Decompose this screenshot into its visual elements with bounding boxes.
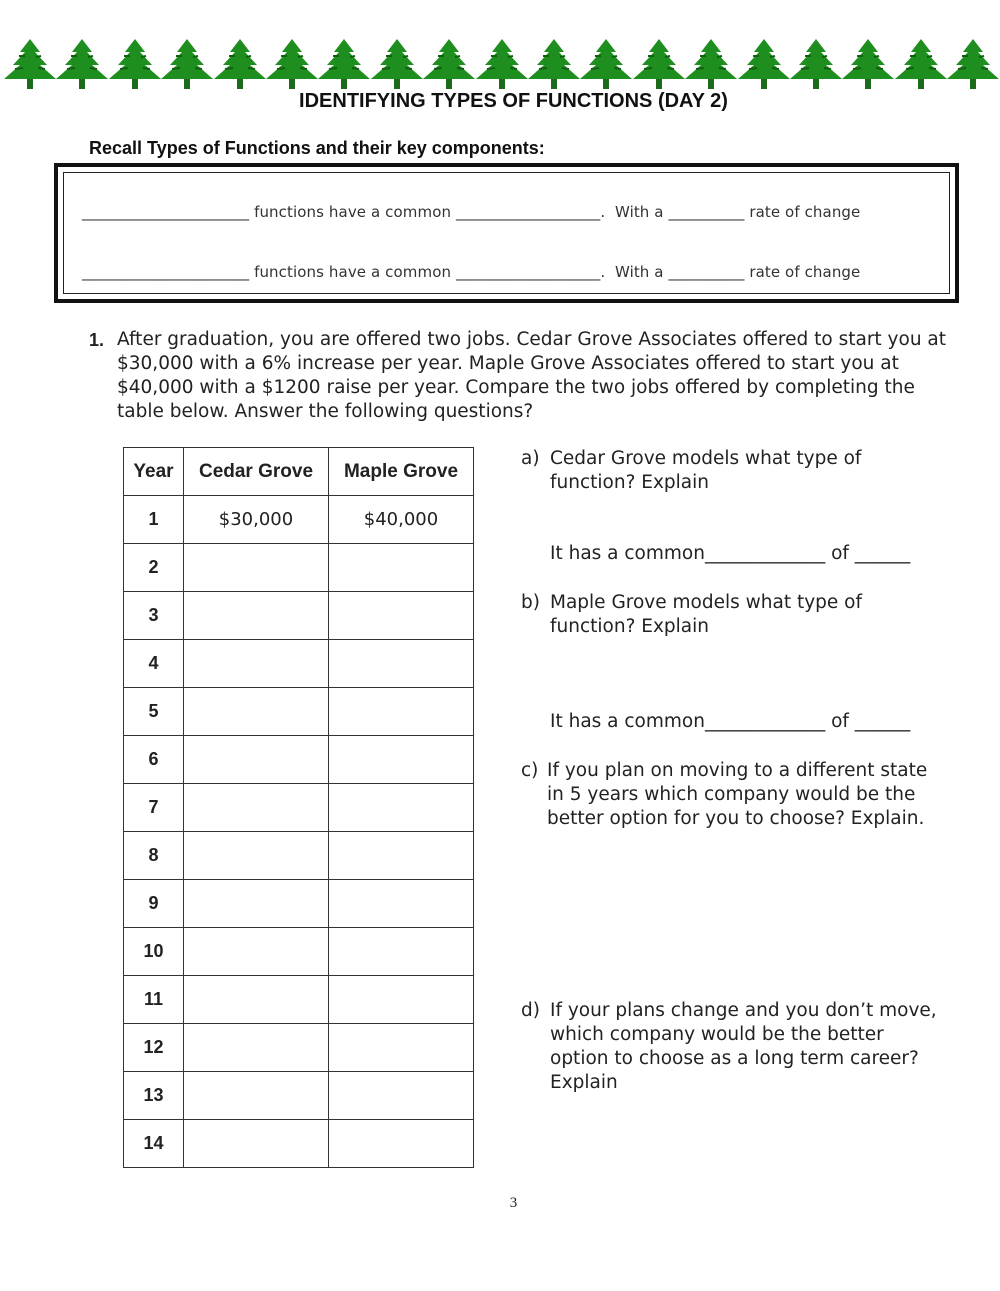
maple-grove-cell[interactable] bbox=[329, 880, 474, 928]
subquestion-text: If your plans change and you don’t move, which company would be the better option to choose as a long term career? Explain bbox=[550, 1000, 937, 1093]
year-cell: 8 bbox=[124, 832, 184, 880]
year-cell: 3 bbox=[124, 592, 184, 640]
christmas-tree-icon bbox=[315, 38, 373, 90]
maple-grove-cell[interactable] bbox=[329, 784, 474, 832]
subquestion-label: d) bbox=[521, 1000, 540, 1021]
year-cell: 6 bbox=[124, 736, 184, 784]
maple-grove-cell[interactable] bbox=[329, 592, 474, 640]
christmas-tree-icon bbox=[944, 38, 1000, 90]
table-header-row bbox=[124, 448, 474, 496]
table-row bbox=[124, 928, 474, 976]
subquestion-text: Maple Grove models what type of function? Explain bbox=[550, 592, 862, 637]
table-row bbox=[124, 544, 474, 592]
maple-grove-cell[interactable] bbox=[329, 1072, 474, 1120]
subquestion-label: a) bbox=[521, 448, 540, 469]
recall-line-2[interactable]: ______________________ functions have a common ___________________. With a __________ rate of change bbox=[82, 263, 861, 281]
table-row bbox=[124, 496, 474, 544]
christmas-tree-icon bbox=[525, 38, 583, 90]
cedar-grove-cell[interactable] bbox=[184, 640, 329, 688]
common-answer-line-b[interactable]: It has a common_____________ of ______ bbox=[550, 711, 911, 732]
year-cell: 5 bbox=[124, 688, 184, 736]
christmas-tree-icon bbox=[1, 38, 59, 90]
cedar-grove-cell[interactable] bbox=[184, 1072, 329, 1120]
christmas-tree-icon bbox=[630, 38, 688, 90]
maple-grove-cell[interactable] bbox=[329, 688, 474, 736]
year-cell: 14 bbox=[124, 1120, 184, 1168]
christmas-tree-icon bbox=[735, 38, 793, 90]
subquestion-label: b) bbox=[521, 592, 540, 613]
cedar-grove-cell[interactable] bbox=[184, 976, 329, 1024]
tree-border bbox=[0, 38, 1000, 90]
header-maple-grove: Maple Grove bbox=[329, 448, 474, 496]
maple-grove-cell[interactable] bbox=[329, 832, 474, 880]
year-cell: 1 bbox=[124, 496, 184, 544]
header-year: Year bbox=[124, 448, 184, 496]
christmas-tree-icon bbox=[839, 38, 897, 90]
table-row bbox=[124, 640, 474, 688]
year-cell: 9 bbox=[124, 880, 184, 928]
maple-grove-cell[interactable]: $40,000 bbox=[329, 496, 474, 544]
year-cell: 4 bbox=[124, 640, 184, 688]
table-row bbox=[124, 736, 474, 784]
question-text: After graduation, you are offered two jobs. Cedar Grove Associates offered to start you at $30,000 with a 6% increase per year. Maple Grove Associates offered to start you at $40,000 with a $1200 raise per year. Compare the two jobs offered by completing the table below. Answer the following questions? bbox=[117, 329, 947, 422]
year-cell: 10 bbox=[124, 928, 184, 976]
recall-line-1[interactable]: ______________________ functions have a common ___________________. With a __________ rate of change bbox=[82, 203, 861, 221]
christmas-tree-icon bbox=[420, 38, 478, 90]
subquestion-label: c) bbox=[521, 760, 539, 781]
maple-grove-cell[interactable] bbox=[329, 736, 474, 784]
recall-heading: Recall Types of Functions and their key components: bbox=[89, 138, 545, 158]
cedar-grove-cell[interactable] bbox=[184, 784, 329, 832]
cedar-grove-cell[interactable] bbox=[184, 832, 329, 880]
christmas-tree-icon bbox=[473, 38, 531, 90]
table-row bbox=[124, 880, 474, 928]
cedar-grove-cell[interactable]: $30,000 bbox=[184, 496, 329, 544]
cedar-grove-cell[interactable] bbox=[184, 688, 329, 736]
maple-grove-cell[interactable] bbox=[329, 1120, 474, 1168]
year-cell: 7 bbox=[124, 784, 184, 832]
christmas-tree-icon bbox=[53, 38, 111, 90]
maple-grove-cell[interactable] bbox=[329, 976, 474, 1024]
cedar-grove-cell[interactable] bbox=[184, 880, 329, 928]
table-row bbox=[124, 592, 474, 640]
christmas-tree-icon bbox=[577, 38, 635, 90]
common-answer-line-a[interactable]: It has a common_____________ of ______ bbox=[550, 543, 911, 564]
page-title: IDENTIFYING TYPES OF FUNCTIONS (DAY 2) bbox=[299, 90, 728, 112]
christmas-tree-icon bbox=[787, 38, 845, 90]
salary-table bbox=[123, 447, 474, 1168]
cedar-grove-cell[interactable] bbox=[184, 1024, 329, 1072]
cedar-grove-cell[interactable] bbox=[184, 592, 329, 640]
subquestion-text: If you plan on moving to a different state in 5 years which company would be the better option for you to choose? Explain. bbox=[547, 760, 928, 829]
cedar-grove-cell[interactable] bbox=[184, 928, 329, 976]
christmas-tree-icon bbox=[892, 38, 950, 90]
maple-grove-cell[interactable] bbox=[329, 544, 474, 592]
cedar-grove-cell[interactable] bbox=[184, 736, 329, 784]
year-cell: 13 bbox=[124, 1072, 184, 1120]
maple-grove-cell[interactable] bbox=[329, 640, 474, 688]
table-row bbox=[124, 784, 474, 832]
christmas-tree-icon bbox=[263, 38, 321, 90]
header-cedar-grove: Cedar Grove bbox=[184, 448, 329, 496]
year-cell: 11 bbox=[124, 976, 184, 1024]
page-number: 3 bbox=[509, 1195, 518, 1211]
recall-box-inner bbox=[63, 172, 950, 294]
maple-grove-cell[interactable] bbox=[329, 1024, 474, 1072]
year-cell: 12 bbox=[124, 1024, 184, 1072]
christmas-tree-icon bbox=[368, 38, 426, 90]
christmas-tree-icon bbox=[682, 38, 740, 90]
recall-box bbox=[54, 163, 959, 303]
year-cell: 2 bbox=[124, 544, 184, 592]
christmas-tree-icon bbox=[106, 38, 164, 90]
table-row bbox=[124, 1024, 474, 1072]
table-row bbox=[124, 976, 474, 1024]
cedar-grove-cell[interactable] bbox=[184, 544, 329, 592]
table-row bbox=[124, 832, 474, 880]
table-row bbox=[124, 688, 474, 736]
table-row bbox=[124, 1120, 474, 1168]
subquestion-text: Cedar Grove models what type of function? Explain bbox=[550, 448, 862, 493]
christmas-tree-icon bbox=[158, 38, 216, 90]
table-row bbox=[124, 1072, 474, 1120]
christmas-tree-icon bbox=[211, 38, 269, 90]
cedar-grove-cell[interactable] bbox=[184, 1120, 329, 1168]
maple-grove-cell[interactable] bbox=[329, 928, 474, 976]
question-number: 1. bbox=[89, 330, 105, 350]
